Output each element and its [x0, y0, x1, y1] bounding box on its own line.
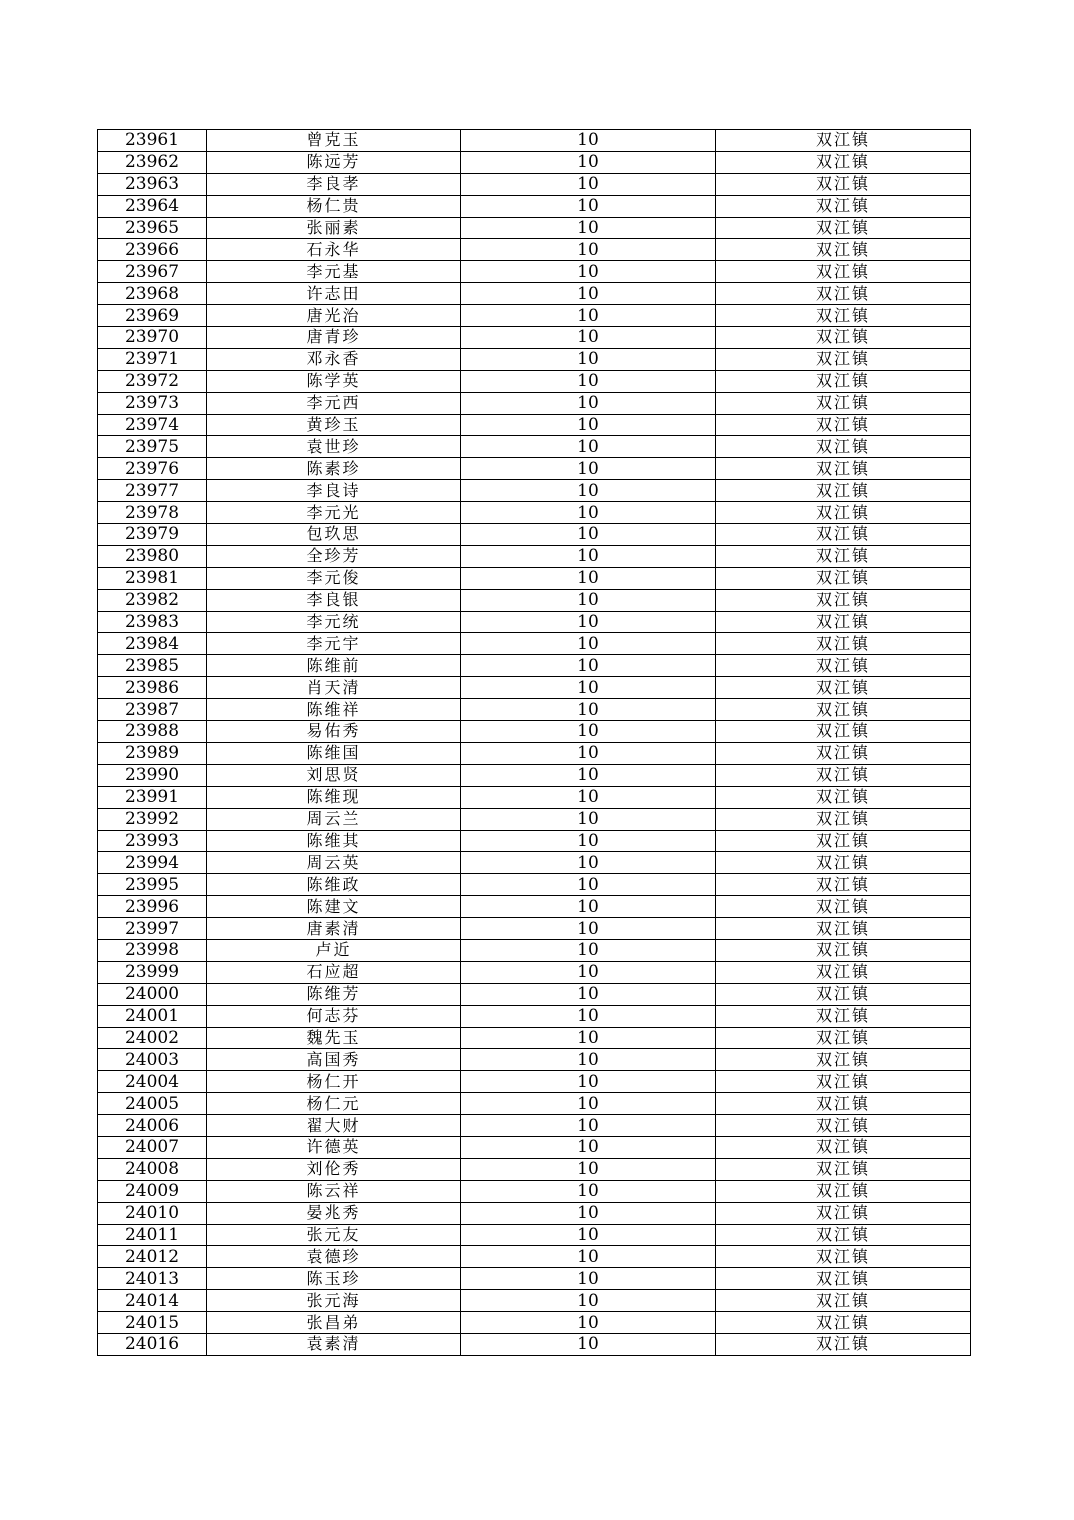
row-number-cell: 23979 [98, 524, 207, 546]
person-name-cell: 石应超 [207, 961, 461, 983]
person-name-cell: 黄珍玉 [207, 414, 461, 436]
row-number-cell: 23983 [98, 611, 207, 633]
table-row [98, 1290, 971, 1312]
amount-cell: 10 [461, 239, 716, 261]
town-cell: 双江镇 [716, 918, 971, 940]
town-cell: 双江镇 [716, 1268, 971, 1290]
row-number-cell: 24014 [98, 1290, 207, 1312]
row-number-cell: 23991 [98, 786, 207, 808]
amount-cell: 10 [461, 1224, 716, 1246]
town-cell: 双江镇 [716, 567, 971, 589]
town-cell: 双江镇 [716, 1158, 971, 1180]
amount-cell: 10 [461, 283, 716, 305]
row-number-cell: 23989 [98, 742, 207, 764]
town-cell: 双江镇 [716, 1333, 971, 1355]
row-number-cell: 24012 [98, 1246, 207, 1268]
amount-cell: 10 [461, 786, 716, 808]
town-cell: 双江镇 [716, 1115, 971, 1137]
table-row [98, 918, 971, 940]
amount-cell: 10 [461, 808, 716, 830]
amount-cell: 10 [461, 1312, 716, 1334]
town-cell: 双江镇 [716, 983, 971, 1005]
person-name-cell: 陈玉珍 [207, 1268, 461, 1290]
person-name-cell: 杨仁元 [207, 1093, 461, 1115]
person-name-cell: 陈远芳 [207, 151, 461, 173]
table-row [98, 1158, 971, 1180]
amount-cell: 10 [461, 327, 716, 349]
amount-cell: 10 [461, 545, 716, 567]
person-name-cell: 刘思贤 [207, 764, 461, 786]
row-number-cell: 23974 [98, 414, 207, 436]
amount-cell: 10 [461, 939, 716, 961]
amount-cell: 10 [461, 852, 716, 874]
amount-cell: 10 [461, 961, 716, 983]
person-name-cell: 陈维前 [207, 655, 461, 677]
row-number-cell: 23966 [98, 239, 207, 261]
person-name-cell: 张元海 [207, 1290, 461, 1312]
row-number-cell: 23981 [98, 567, 207, 589]
table-row [98, 392, 971, 414]
town-cell: 双江镇 [716, 874, 971, 896]
person-name-cell: 许志田 [207, 283, 461, 305]
amount-cell: 10 [461, 1115, 716, 1137]
person-name-cell: 翟大财 [207, 1115, 461, 1137]
table-row [98, 414, 971, 436]
row-number-cell: 23992 [98, 808, 207, 830]
town-cell: 双江镇 [716, 327, 971, 349]
town-cell: 双江镇 [716, 151, 971, 173]
table-row [98, 151, 971, 173]
amount-cell: 10 [461, 983, 716, 1005]
row-number-cell: 23965 [98, 217, 207, 239]
row-number-cell: 24013 [98, 1268, 207, 1290]
person-name-cell: 袁德珍 [207, 1246, 461, 1268]
table-row [98, 830, 971, 852]
town-cell: 双江镇 [716, 589, 971, 611]
town-cell: 双江镇 [716, 1246, 971, 1268]
person-name-cell: 袁世珍 [207, 436, 461, 458]
person-name-cell: 邓永香 [207, 348, 461, 370]
person-name-cell: 肖天清 [207, 677, 461, 699]
table-row [98, 786, 971, 808]
row-number-cell: 24015 [98, 1312, 207, 1334]
person-name-cell: 张昌弟 [207, 1312, 461, 1334]
person-name-cell: 周云英 [207, 852, 461, 874]
amount-cell: 10 [461, 611, 716, 633]
amount-cell: 10 [461, 1202, 716, 1224]
row-number-cell: 23994 [98, 852, 207, 874]
row-number-cell: 23985 [98, 655, 207, 677]
table-row [98, 239, 971, 261]
row-number-cell: 24008 [98, 1158, 207, 1180]
town-cell: 双江镇 [716, 195, 971, 217]
town-cell: 双江镇 [716, 1290, 971, 1312]
person-name-cell: 李元俊 [207, 567, 461, 589]
amount-cell: 10 [461, 348, 716, 370]
person-name-cell: 唐青珍 [207, 327, 461, 349]
table-row [98, 1093, 971, 1115]
table-row [98, 217, 971, 239]
town-cell: 双江镇 [716, 896, 971, 918]
person-name-cell: 陈维其 [207, 830, 461, 852]
amount-cell: 10 [461, 721, 716, 743]
table-row [98, 1224, 971, 1246]
town-cell: 双江镇 [716, 1027, 971, 1049]
row-number-cell: 23964 [98, 195, 207, 217]
amount-cell: 10 [461, 874, 716, 896]
person-name-cell: 许德英 [207, 1136, 461, 1158]
person-name-cell: 卢近 [207, 939, 461, 961]
person-name-cell: 高国秀 [207, 1049, 461, 1071]
row-number-cell: 23980 [98, 545, 207, 567]
person-name-cell: 陈建文 [207, 896, 461, 918]
person-name-cell: 陈维祥 [207, 699, 461, 721]
amount-cell: 10 [461, 1027, 716, 1049]
table-row [98, 261, 971, 283]
row-number-cell: 23982 [98, 589, 207, 611]
table-row [98, 896, 971, 918]
person-name-cell: 李良诗 [207, 480, 461, 502]
roster-table [97, 129, 971, 1356]
person-name-cell: 李元西 [207, 392, 461, 414]
town-cell: 双江镇 [716, 1093, 971, 1115]
amount-cell: 10 [461, 742, 716, 764]
row-number-cell: 23988 [98, 721, 207, 743]
person-name-cell: 全珍芳 [207, 545, 461, 567]
row-number-cell: 23967 [98, 261, 207, 283]
person-name-cell: 李元光 [207, 502, 461, 524]
amount-cell: 10 [461, 1071, 716, 1093]
person-name-cell: 周云兰 [207, 808, 461, 830]
amount-cell: 10 [461, 655, 716, 677]
row-number-cell: 23997 [98, 918, 207, 940]
table-row [98, 524, 971, 546]
row-number-cell: 24004 [98, 1071, 207, 1093]
row-number-cell: 23984 [98, 633, 207, 655]
table-row [98, 1027, 971, 1049]
table-row [98, 195, 971, 217]
person-name-cell: 杨仁开 [207, 1071, 461, 1093]
amount-cell: 10 [461, 1158, 716, 1180]
person-name-cell: 陈素珍 [207, 458, 461, 480]
amount-cell: 10 [461, 589, 716, 611]
row-number-cell: 23970 [98, 327, 207, 349]
row-number-cell: 23998 [98, 939, 207, 961]
table-row [98, 874, 971, 896]
town-cell: 双江镇 [716, 961, 971, 983]
row-number-cell: 23977 [98, 480, 207, 502]
row-number-cell: 23986 [98, 677, 207, 699]
row-number-cell: 23968 [98, 283, 207, 305]
table-row [98, 480, 971, 502]
town-cell: 双江镇 [716, 414, 971, 436]
amount-cell: 10 [461, 1246, 716, 1268]
table-row [98, 436, 971, 458]
table-row [98, 502, 971, 524]
town-cell: 双江镇 [716, 939, 971, 961]
town-cell: 双江镇 [716, 1202, 971, 1224]
row-number-cell: 23993 [98, 830, 207, 852]
town-cell: 双江镇 [716, 217, 971, 239]
table-row [98, 742, 971, 764]
row-number-cell: 23987 [98, 699, 207, 721]
amount-cell: 10 [461, 567, 716, 589]
person-name-cell: 唐素清 [207, 918, 461, 940]
table-row [98, 611, 971, 633]
amount-cell: 10 [461, 633, 716, 655]
amount-cell: 10 [461, 896, 716, 918]
town-cell: 双江镇 [716, 348, 971, 370]
town-cell: 双江镇 [716, 808, 971, 830]
row-number-cell: 23996 [98, 896, 207, 918]
town-cell: 双江镇 [716, 370, 971, 392]
town-cell: 双江镇 [716, 524, 971, 546]
person-name-cell: 曾克玉 [207, 130, 461, 152]
table-row [98, 633, 971, 655]
amount-cell: 10 [461, 524, 716, 546]
town-cell: 双江镇 [716, 1071, 971, 1093]
person-name-cell: 陈学英 [207, 370, 461, 392]
table-row [98, 305, 971, 327]
town-cell: 双江镇 [716, 392, 971, 414]
town-cell: 双江镇 [716, 130, 971, 152]
person-name-cell: 何志芬 [207, 1005, 461, 1027]
table-row [98, 677, 971, 699]
row-number-cell: 23973 [98, 392, 207, 414]
amount-cell: 10 [461, 918, 716, 940]
town-cell: 双江镇 [716, 283, 971, 305]
town-cell: 双江镇 [716, 830, 971, 852]
amount-cell: 10 [461, 699, 716, 721]
town-cell: 双江镇 [716, 458, 971, 480]
person-name-cell: 张元友 [207, 1224, 461, 1246]
amount-cell: 10 [461, 1136, 716, 1158]
amount-cell: 10 [461, 305, 716, 327]
table-row [98, 1268, 971, 1290]
town-cell: 双江镇 [716, 1312, 971, 1334]
town-cell: 双江镇 [716, 699, 971, 721]
person-name-cell: 袁素清 [207, 1333, 461, 1355]
amount-cell: 10 [461, 1005, 716, 1027]
amount-cell: 10 [461, 436, 716, 458]
town-cell: 双江镇 [716, 611, 971, 633]
table-row [98, 567, 971, 589]
row-number-cell: 24005 [98, 1093, 207, 1115]
person-name-cell: 易佑秀 [207, 721, 461, 743]
person-name-cell: 陈维芳 [207, 983, 461, 1005]
amount-cell: 10 [461, 1268, 716, 1290]
amount-cell: 10 [461, 130, 716, 152]
town-cell: 双江镇 [716, 173, 971, 195]
row-number-cell: 24007 [98, 1136, 207, 1158]
row-number-cell: 23990 [98, 764, 207, 786]
town-cell: 双江镇 [716, 677, 971, 699]
person-name-cell: 张丽素 [207, 217, 461, 239]
table-row [98, 1049, 971, 1071]
amount-cell: 10 [461, 677, 716, 699]
town-cell: 双江镇 [716, 261, 971, 283]
town-cell: 双江镇 [716, 436, 971, 458]
amount-cell: 10 [461, 830, 716, 852]
amount-cell: 10 [461, 173, 716, 195]
table-row [98, 764, 971, 786]
row-number-cell: 23999 [98, 961, 207, 983]
town-cell: 双江镇 [716, 545, 971, 567]
person-name-cell: 陈维现 [207, 786, 461, 808]
amount-cell: 10 [461, 392, 716, 414]
table-row [98, 458, 971, 480]
table-row [98, 130, 971, 152]
town-cell: 双江镇 [716, 502, 971, 524]
amount-cell: 10 [461, 370, 716, 392]
town-cell: 双江镇 [716, 633, 971, 655]
amount-cell: 10 [461, 764, 716, 786]
table-row [98, 852, 971, 874]
person-name-cell: 李良银 [207, 589, 461, 611]
table-row [98, 1136, 971, 1158]
amount-cell: 10 [461, 1093, 716, 1115]
table-row [98, 808, 971, 830]
person-name-cell: 陈维政 [207, 874, 461, 896]
table-row [98, 370, 971, 392]
town-cell: 双江镇 [716, 239, 971, 261]
row-number-cell: 24011 [98, 1224, 207, 1246]
amount-cell: 10 [461, 1180, 716, 1202]
table-row [98, 1202, 971, 1224]
row-number-cell: 23995 [98, 874, 207, 896]
person-name-cell: 晏兆秀 [207, 1202, 461, 1224]
table-row [98, 721, 971, 743]
person-name-cell: 李元宇 [207, 633, 461, 655]
row-number-cell: 24006 [98, 1115, 207, 1137]
row-number-cell: 24003 [98, 1049, 207, 1071]
town-cell: 双江镇 [716, 764, 971, 786]
row-number-cell: 23963 [98, 173, 207, 195]
row-number-cell: 23972 [98, 370, 207, 392]
person-name-cell: 石永华 [207, 239, 461, 261]
row-number-cell: 24002 [98, 1027, 207, 1049]
amount-cell: 10 [461, 217, 716, 239]
person-name-cell: 唐光治 [207, 305, 461, 327]
person-name-cell: 包玖思 [207, 524, 461, 546]
person-name-cell: 李良孝 [207, 173, 461, 195]
table-row [98, 589, 971, 611]
table-row [98, 983, 971, 1005]
table-row [98, 1115, 971, 1137]
row-number-cell: 24016 [98, 1333, 207, 1355]
amount-cell: 10 [461, 1049, 716, 1071]
row-number-cell: 24000 [98, 983, 207, 1005]
town-cell: 双江镇 [716, 742, 971, 764]
person-name-cell: 魏先玉 [207, 1027, 461, 1049]
town-cell: 双江镇 [716, 1049, 971, 1071]
table-row [98, 1246, 971, 1268]
row-number-cell: 23962 [98, 151, 207, 173]
row-number-cell: 24009 [98, 1180, 207, 1202]
person-name-cell: 李元基 [207, 261, 461, 283]
person-name-cell: 杨仁贵 [207, 195, 461, 217]
town-cell: 双江镇 [716, 1224, 971, 1246]
row-number-cell: 23961 [98, 130, 207, 152]
table-row [98, 173, 971, 195]
amount-cell: 10 [461, 480, 716, 502]
amount-cell: 10 [461, 151, 716, 173]
table-row [98, 939, 971, 961]
row-number-cell: 23969 [98, 305, 207, 327]
row-number-cell: 23978 [98, 502, 207, 524]
amount-cell: 10 [461, 195, 716, 217]
row-number-cell: 23976 [98, 458, 207, 480]
table-row [98, 348, 971, 370]
table-row [98, 1071, 971, 1093]
town-cell: 双江镇 [716, 1180, 971, 1202]
table-row [98, 699, 971, 721]
town-cell: 双江镇 [716, 786, 971, 808]
table-row [98, 1005, 971, 1027]
row-number-cell: 23971 [98, 348, 207, 370]
town-cell: 双江镇 [716, 721, 971, 743]
person-name-cell: 李元统 [207, 611, 461, 633]
table-row [98, 1180, 971, 1202]
town-cell: 双江镇 [716, 852, 971, 874]
table-row [98, 1312, 971, 1334]
row-number-cell: 23975 [98, 436, 207, 458]
table-row [98, 283, 971, 305]
town-cell: 双江镇 [716, 305, 971, 327]
town-cell: 双江镇 [716, 480, 971, 502]
roster-table-body [98, 130, 971, 1356]
table-row [98, 1333, 971, 1355]
person-name-cell: 陈云祥 [207, 1180, 461, 1202]
row-number-cell: 24010 [98, 1202, 207, 1224]
town-cell: 双江镇 [716, 1005, 971, 1027]
person-name-cell: 刘伦秀 [207, 1158, 461, 1180]
table-row [98, 961, 971, 983]
row-number-cell: 24001 [98, 1005, 207, 1027]
amount-cell: 10 [461, 1333, 716, 1355]
table-row [98, 327, 971, 349]
amount-cell: 10 [461, 458, 716, 480]
town-cell: 双江镇 [716, 1136, 971, 1158]
town-cell: 双江镇 [716, 655, 971, 677]
amount-cell: 10 [461, 414, 716, 436]
table-row [98, 545, 971, 567]
person-name-cell: 陈维国 [207, 742, 461, 764]
table-row [98, 655, 971, 677]
amount-cell: 10 [461, 1290, 716, 1312]
amount-cell: 10 [461, 261, 716, 283]
amount-cell: 10 [461, 502, 716, 524]
